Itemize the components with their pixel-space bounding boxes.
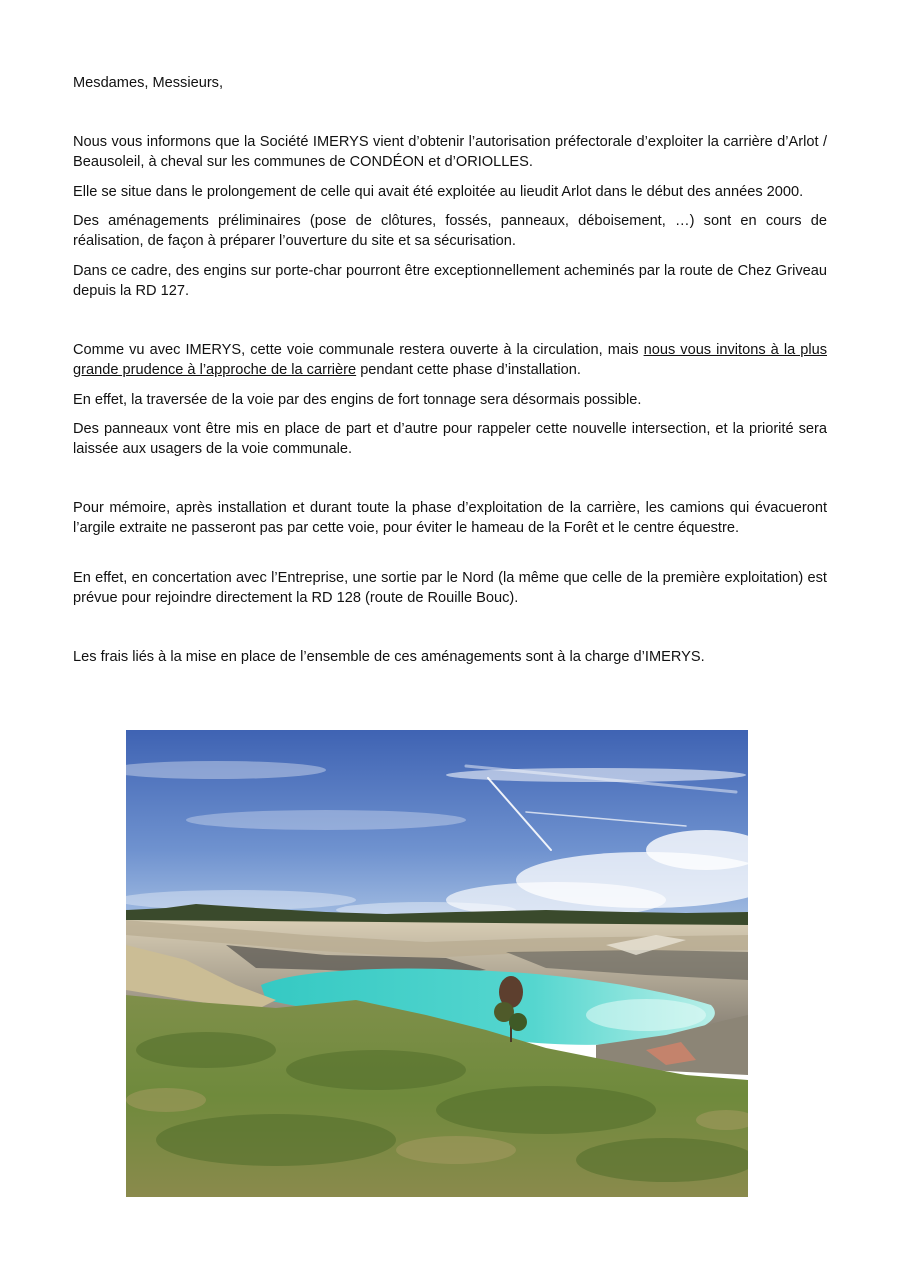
paragraph-authorization: Nous vous informons que la Société IMERYS vient d’obtenir l’autorisation préfectorale d’exploiter la carrière d’Arlot / Beausoleil, à cheval sur les communes de CONDÉON et d’ORIOLLES. (73, 134, 827, 170)
paragraph-signs: Des panneaux vont être mis en place de part et d’autre pour rappeler cette nouvelle intersection, et la priorité sera laissée aux usagers de la voie communale. (73, 421, 827, 457)
quarry-lake-photo (126, 730, 748, 1197)
paragraph-road-transport: Dans ce cadre, des engins sur porte-char pourront être exceptionnellement acheminés par la route de Chez Griveau depuis la RD 127. (73, 263, 827, 299)
paragraph-heavy-vehicles: En effet, la traversée de la voie par des engins de fort tonnage sera désormais possible. (73, 392, 642, 408)
paragraph-caution (73, 340, 827, 380)
water-reflection (586, 999, 706, 1031)
quarry-lake-illustration (126, 730, 748, 1197)
caution-underlined-text: nous vous invitons à la plus grande prudence à l’approche de la carrière (73, 342, 827, 378)
paragraph-costs: Les frais liés à la mise en place de l’ensemble de ces aménagements sont à la charge d’IMERYS. (73, 649, 705, 665)
paragraph-preliminary-works: Des aménagements préliminaires (pose de clôtures, fossés, panneaux, déboisement, …) sont en cours de réalisation, de façon à préparer l’ouverture du site et sa sécurisation. (73, 213, 827, 249)
paragraph-location: Elle se situe dans le prolongement de celle qui avait été exploitée au lieudit Arlot dans le début des années 2000. (73, 184, 804, 200)
paragraph-north-exit: En effet, en concertation avec l’Entreprise, une sortie par le Nord (la même que celle de la première exploitation) est prévue pour rejoindre directement la RD 128 (route de Rouille Bouc). (73, 570, 827, 606)
salutation: Mesdames, Messieurs, (73, 75, 224, 91)
caution-text-start: Comme vu avec IMERYS, cette voie communale restera ouverte à la circulation, mais (73, 342, 644, 358)
caution-text-end: pendant cette phase d’installation. (356, 362, 581, 378)
paragraph-trucks-route: Pour mémoire, après installation et durant toute la phase d’exploitation de la carrière, les camions qui évacueront l’argile extraite ne passeront pas par cette voie, pour éviter le hameau de la Forêt et le centre équestre. (73, 500, 827, 536)
